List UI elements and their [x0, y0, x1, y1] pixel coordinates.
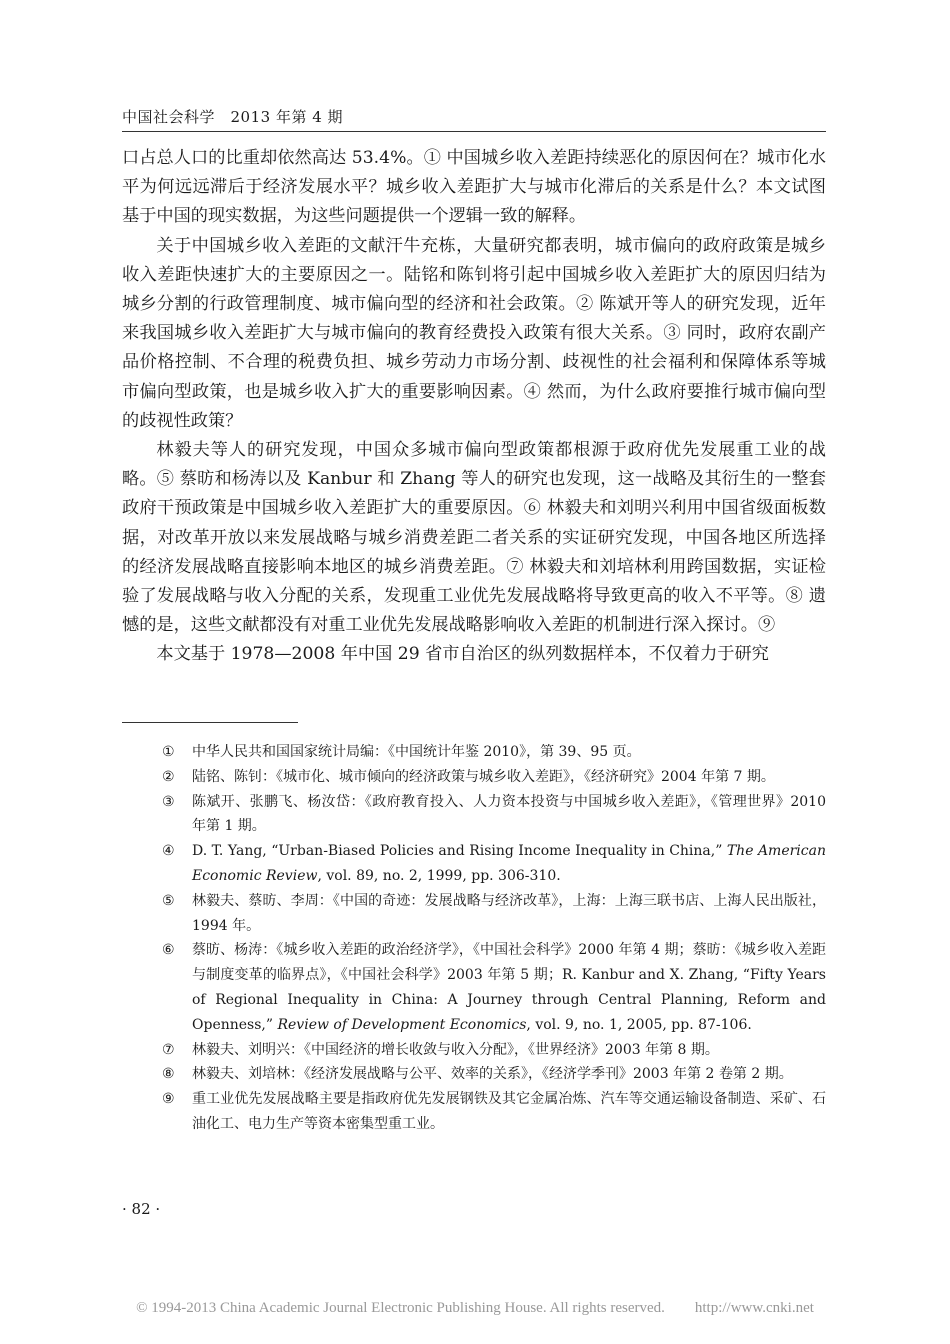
footnote-number: ⑨: [162, 1091, 175, 1108]
footnote-1: [122, 740, 826, 765]
header-rule: [122, 131, 826, 132]
footnote-text: [192, 938, 826, 1037]
footnote-text-part: 蔡昉、杨涛：《城乡收入差距的政治经济学》，《中国社会科学》2000 年第 4 期；蔡昉：《城乡收入差距与制度变革的临界点》，《中国社会科学》2003 年第 5 期；R. Kanbur and X. Zhang, “Fifty Years of Regional Inequality in China: A Journey through Central Planning, Reform and Openness,”: [192, 942, 826, 1033]
footnote-2: [122, 765, 826, 790]
footnote-number: ⑥: [162, 942, 175, 959]
copyright-notice: © 1994-2013 China Academic Journal Electronic Publishing House. All rights reserved. http://www.cnki.net: [136, 1300, 814, 1316]
journal-title: Review of Development Economics: [277, 1016, 527, 1033]
paragraph-2: 关于中国城乡收入差距的文献汗牛充栋，大量研究都表明，城市偏向的政府政策是城乡收入差距快速扩大的主要原因之一。陆铭和陈钊将引起中国城乡收入差距扩大的原因归结为城乡分割的行政管理制度、城市偏向型的经济和社会政策。② 陈斌开等人的研究发现，近年来我国城乡收入差距扩大与城市偏向的教育经费投入政策有很大关系。③ 同时，政府农副产品价格控制、不合理的税费负担、城乡劳动力市场分割、歧视性的社会福利和保障体系等城市偏向型政策，也是城乡收入扩大的重要影响因素。④ 然而，为什么政府要推行城市偏向型的歧视性政策？: [122, 235, 826, 431]
footnote-text: [192, 839, 826, 889]
running-header: 中国社会科学 2013 年第 4 期: [122, 108, 344, 126]
footnote-number: ⑤: [162, 892, 175, 909]
footnote-text-part: , vol. 9, no. 1, 2005, pp. 87-106.: [526, 1016, 752, 1033]
footnote-text: 林毅夫、刘明兴：《中国经济的增长收敛与收入分配》，《世界经济》2003 年第 8 期。: [192, 1041, 719, 1058]
footnote-text: 陆铭、陈钊：《城市化、城市倾向的经济政策与城乡收入差距》，《经济研究》2004 年第 7 期。: [192, 768, 775, 785]
main-text: [122, 144, 826, 670]
paragraph-4: 本文基于 1978—2008 年中国 29 省市自治区的纵列数据样本，不仅着力于研究: [156, 644, 769, 665]
footnote-text: 中华人民共和国国家统计局编：《中国统计年鉴 2010》，第 39、95 页。: [192, 744, 641, 760]
footnote-text-part: D. T. Yang, “Urban-Biased Policies and Rising Income Inequality in China,”: [192, 843, 727, 860]
footnote-number: ①: [162, 744, 175, 760]
footnote-3: [122, 790, 826, 840]
footnote-9: [122, 1087, 826, 1137]
footnote-4: [122, 839, 826, 889]
footnote-text: 重工业优先发展战略主要是指政府优先发展钢铁及其它金属冶炼、汽车等交通运输设备制造、采矿、石油化工、电力生产等资本密集型重工业。: [192, 1091, 826, 1132]
footnote-6: [122, 938, 826, 1037]
footnote-number: ④: [162, 843, 175, 860]
footnote-number: ⑧: [162, 1066, 175, 1083]
page-number: · 82 ·: [122, 1200, 161, 1218]
footnote-text: 陈斌开、张鹏飞、杨汝岱：《政府教育投入、人力资本投资与中国城乡收入差距》，《管理世界》2010 年第 1 期。: [192, 793, 826, 835]
footnote-7: [122, 1038, 826, 1063]
footnote-text: 林毅夫、刘培林：《经济发展战略与公平、效率的关系》，《经济学季刊》2003 年第 2 卷第 2 期。: [192, 1066, 793, 1083]
footnote-number: ⑦: [162, 1041, 175, 1058]
footnote-text-part: , vol. 89, no. 2, 1999, pp. 306-310.: [317, 867, 561, 884]
footnotes: [122, 740, 826, 1137]
paragraph-3: 林毅夫等人的研究发现，中国众多城市偏向型政策都根源于政府优先发展重工业的战略。⑤ 蔡昉和杨涛以及 Kanbur 和 Zhang 等人的研究也发现，这一战略及其衍生的一整套政府干预政策是中国城乡收入差距扩大的重要原因。⑥ 林毅夫和刘明兴利用中国省级面板数据，对改革开放以来发展战略与城乡消费差距二者关系的实证研究发现，中国各地区所选择的经济发展战略直接影响本地区的城乡消费差距。⑦ 林毅夫和刘培林利用跨国数据，实证检验了发展战略与收入分配的关系，发现重工业优先发展战略将导致更高的收入不平等。⑧ 遗憾的是，这些文献都没有对重工业优先发展战略影响收入差距的机制进行深入探讨。⑨: [122, 440, 826, 636]
footnote-8: [122, 1062, 826, 1087]
paragraph-1: 口占总人口的比重却依然高达 53.4%。① 中国城乡收入差距持续恶化的原因何在？城市化水平为何远远滞后于经济发展水平？城乡收入差距扩大与城市化滞后的关系是什么？本文试图基于中国的现实数据，为这些问题提供一个逻辑一致的解释。: [122, 148, 826, 227]
footnote-5: [122, 889, 826, 939]
journal-title: The American Economic Review: [192, 843, 826, 884]
footnote-number: ②: [162, 768, 175, 785]
footnote-number: ③: [162, 793, 175, 810]
footnote-text: 林毅夫、蔡昉、李周：《中国的奇迹：发展战略与经济改革》，上海：上海三联书店、上海人民出版社，1994 年。: [192, 892, 826, 934]
footnote-rule: [122, 722, 298, 723]
